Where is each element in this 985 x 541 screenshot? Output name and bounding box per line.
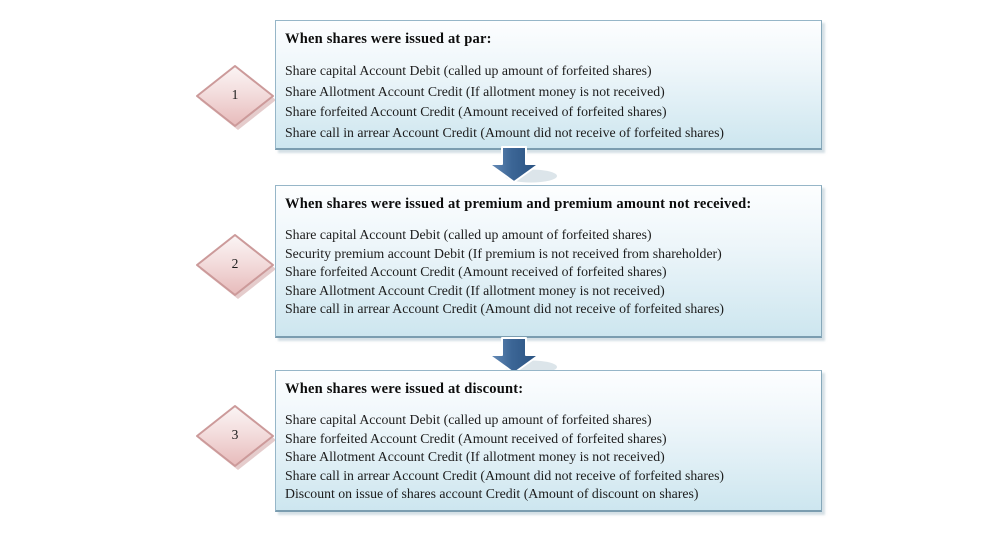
step-1-box — [275, 20, 822, 150]
step-1-marker — [194, 64, 276, 130]
step-number: 3 — [231, 427, 239, 442]
entry-line: Share call in arrear Account Credit (Amount did not receive of forfeited shares) — [285, 124, 725, 140]
step-2-marker — [194, 233, 276, 299]
step-entries — [285, 226, 811, 319]
step-number: 2 — [231, 256, 239, 271]
entry-line: Share forfeited Account Credit (Amount received of forfeited shares) — [285, 264, 667, 280]
step-2-box — [275, 185, 822, 338]
entry-line: Share call in arrear Account Credit (Amount did not receive of forfeited shares) — [285, 301, 725, 317]
entry-line: Security premium account Debit (If premium is not received from shareholder) — [285, 245, 722, 261]
entry-line: Share forfeited Account Credit (Amount received of forfeited shares) — [285, 430, 667, 446]
connector-1 — [477, 145, 557, 185]
step-number: 1 — [231, 87, 239, 102]
step-title: When shares were issued at premium and premium amount not received: — [285, 196, 752, 212]
down-arrow-icon — [477, 145, 557, 185]
entry-line: Share Allotment Account Credit (If allotment money is not received) — [285, 282, 665, 298]
step-3-marker — [194, 404, 276, 470]
entry-line: Share capital Account Debit (called up amount of forfeited shares) — [285, 63, 652, 78]
step-title: When shares were issued at par: — [285, 31, 492, 47]
entry-line: Share Allotment Account Credit (If allotment money is not received) — [285, 449, 665, 465]
step-entries — [285, 61, 811, 143]
entry-line: Share forfeited Account Credit (Amount received of forfeited shares) — [285, 104, 667, 119]
entry-line: Share Allotment Account Credit (If allotment money is not received) — [285, 83, 665, 99]
entry-line: Share call in arrear Account Credit (Amount did not receive of forfeited shares) — [285, 467, 725, 483]
entry-line: Share capital Account Debit (called up amount of forfeited shares) — [285, 227, 652, 242]
step-3-box — [275, 370, 822, 512]
entry-line: Share capital Account Debit (called up amount of forfeited shares) — [285, 412, 652, 427]
entry-line: Discount on issue of shares account Credit (Amount of discount on shares) — [285, 486, 699, 502]
step-title: When shares were issued at discount: — [285, 381, 524, 397]
step-entries — [285, 411, 811, 504]
